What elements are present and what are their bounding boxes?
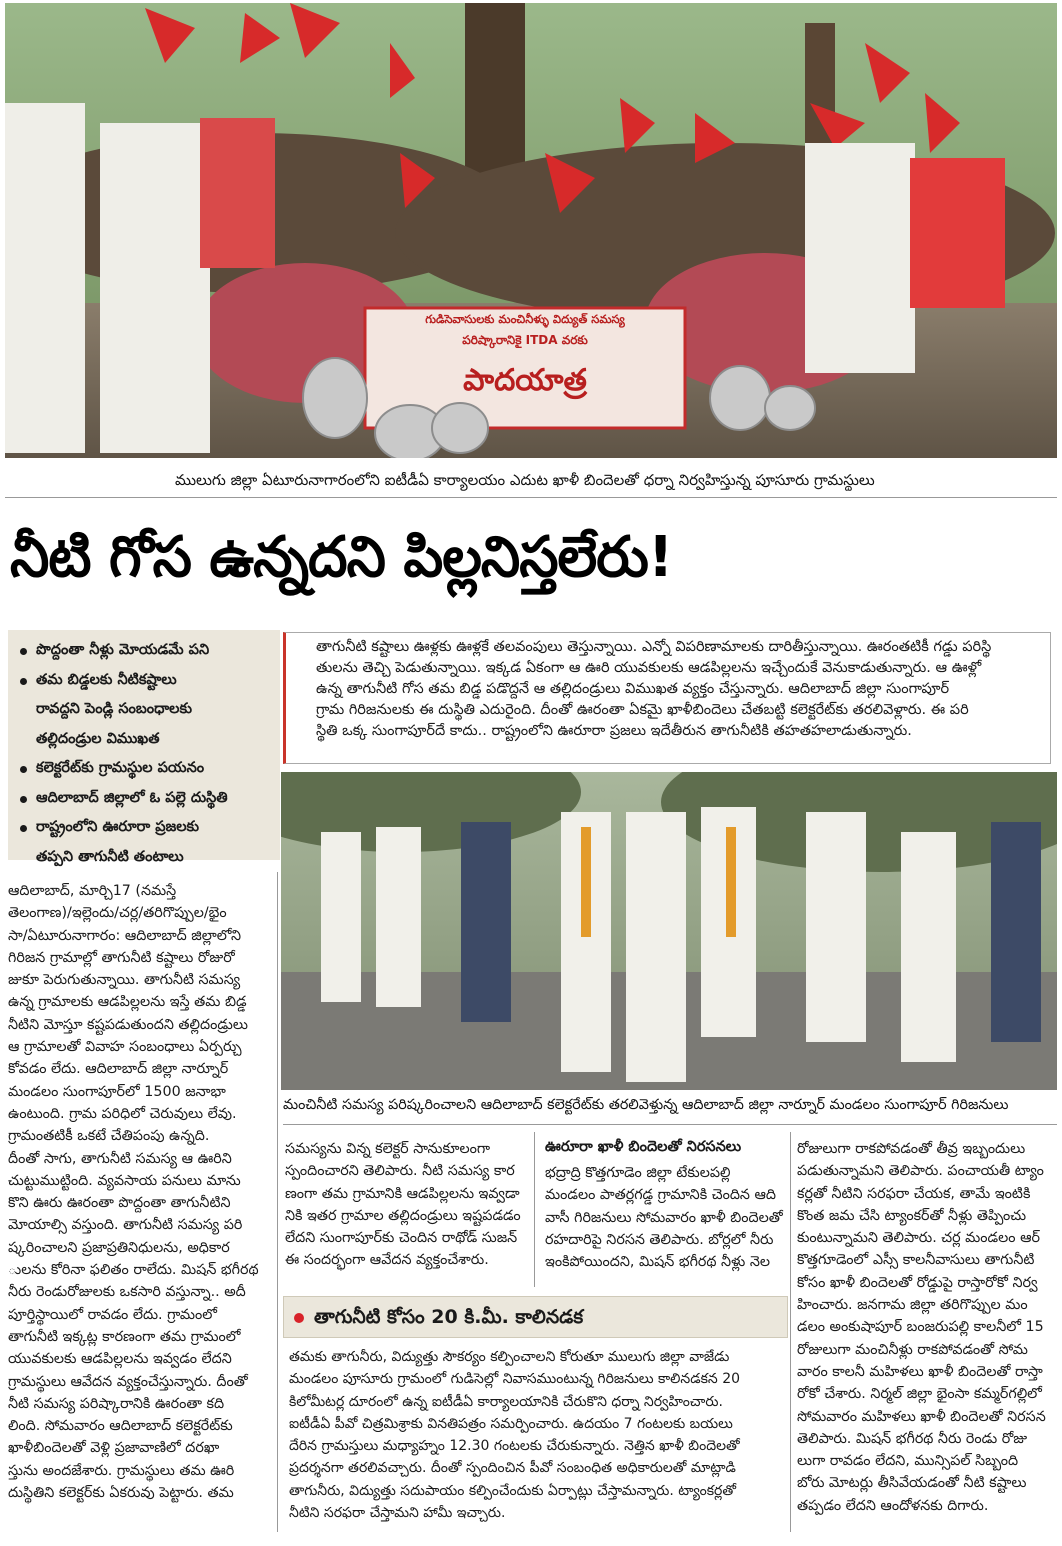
body-center-line: స్పందించారని తెలిపారు. నీటి సమస్య కార xyxy=(285,1163,515,1180)
highlights-box xyxy=(8,630,280,865)
highlight-item: రావద్దని పెండ్లి సంబంధాలకు xyxy=(36,701,193,717)
sidebar-box-line: నీటిని సరఫరా చేస్తామని హామీ ఇచ్చారు. xyxy=(289,1505,506,1522)
highlight-item: కలెక్టరేట్‌కు గ్రామస్థుల పయనం xyxy=(16,754,272,784)
sidebar-box-line: తమకు తాగునీరు, విద్యుత్తు సౌకర్యం కల్పించాలని కోరుతూ ములుగు జిల్లా వాజేడు xyxy=(289,1349,730,1365)
article-column-center xyxy=(285,1138,529,1278)
banner-line-3: పాదయాత్ర xyxy=(463,363,587,398)
body-left-line: కోవడం లేదు. ఆదిలాబాద్ జిల్లా నార్నూర్ xyxy=(8,1061,229,1078)
body-left-line: తెలంగాణ)/ఇల్లెందు/చర్ల/తరిగొప్పుల/భైం xyxy=(8,905,227,922)
body-right-line: తప్పడం లేదని ఆందోళనకు దిగారు. xyxy=(797,1497,989,1514)
body-center-line: ఈ సందర్భంగా ఆవేదన వ్యక్తంచేశారు. xyxy=(285,1252,489,1269)
sidebar-box-line: కిలోమీటర్ల దూరంలో ఉన్న ఐటీడీఏ కార్యాలయానికి చేరుకొని ధర్నా నిర్వహించారు. xyxy=(289,1393,723,1410)
body-right-line: రోజులుగా మంచినీళ్లు రాకపోవడంతో సోమ xyxy=(797,1341,1028,1358)
body-left-line: నీటిని మోస్తూ కష్టపడుతుందని తల్లిదండ్రులు xyxy=(8,1016,248,1033)
sidebar-box-line: తాగునీరు, విద్యుత్తు సదుపాయం కల్పించేందుకు ఏర్పాట్లు చేస్తామన్నారు. ట్యాంకర్లతో xyxy=(289,1482,737,1499)
highlight-item: రాష్ట్రంలోని ఊరూరా ప్రజలకు xyxy=(16,813,272,843)
caption-rule xyxy=(5,497,1057,498)
body-right-line: వారం కాలనీ మహిళలు ఖాళీ బిందెలతో రాస్తా xyxy=(797,1363,1043,1380)
highlight-item: పొద్దంతా నీళ్లు మోయడమే పని xyxy=(16,636,272,666)
body-right-line: కుంటున్నామని తెలిపారు. చర్ల మండలం ఆర్ xyxy=(797,1230,1040,1247)
section-subheading: ఊరూరా ఖాళీ బిందెలతో నిరసనలు xyxy=(545,1139,742,1155)
intro-line: ఉన్న తాగునీటి గోస తమ బిడ్డ పడొద్దనే ఆ తల్లిదండ్రులు విముఖత వ్యక్తం చేస్తున్నారు. ఆదిలాబాద్ జిల్లా సుంగాపూర్ xyxy=(316,681,950,697)
body-center-line: నికి ఇతర గ్రామాల తల్లిదండ్రులు ఇష్టపడడం xyxy=(285,1207,521,1224)
body-left-line: యువకులకు ఆడపిల్లలను ఇవ్వడం లేదని xyxy=(8,1351,232,1368)
march-photo-caption: మంచినీటి సమస్య పరిష్కరించాలని ఆదిలాబాద్ కలెక్టరేట్‌కు తరలివెళ్తున్న ఆదిలాబాద్ జిల్లా నార్నూర్ మండలం సుంగాపూర్ గిరిజనులు xyxy=(283,1097,1009,1113)
body-right-line: కొంత జమ చేసి ట్యాంకర్‌తో నీళ్లు తెప్పించు xyxy=(797,1207,1027,1224)
body-left-line: ష్కరించాలని ప్రజాప్రతినిధులను, అధికార xyxy=(8,1239,230,1256)
top-photo-caption: ములుగు జిల్లా ఏటూరునాగారంలోని ఐటీడీఏ కార్యాలయం ఎదుట ఖాళీ బిందెలతో ధర్నా నిర్వహిస్తున్న పూసూరు గ్రామస్థులు xyxy=(175,471,875,489)
article-column-right xyxy=(797,1138,1057,1533)
highlight-item: తప్పని తాగునీటి తంటాలు xyxy=(36,848,184,865)
body-right-line: డలం అంకుషాపూర్ బంజరుపల్లి కాలనీలో 15 xyxy=(797,1319,1044,1336)
column-divider-3 xyxy=(790,1132,791,1532)
body-left-line: తాగునీటి ఇక్కట్ల కారణంగా తమ గ్రామంలో xyxy=(8,1328,241,1345)
body-right-line: కర్లతో నీటిని సరఫరా చేయక, తామే ఇంటికి xyxy=(797,1185,1031,1202)
protest-photo-top xyxy=(5,3,1057,458)
highlight-item: తమ బిడ్డలకు నీటికష్టాలు xyxy=(16,666,272,696)
highlight-item: ఆదిలాబాద్ జిల్లాలో ఓ పల్లె దుస్థితి xyxy=(16,784,272,814)
body-left-line: ఆదిలాబాద్, మార్చి17 (నమస్తే xyxy=(8,883,177,899)
body-left-line: మండలం సుంగాపూర్‌లో 1500 జనాభా xyxy=(8,1083,226,1100)
sidebar-box-body xyxy=(289,1346,789,1531)
body-left-line: ఖాళీబిందెలతో వెళ్లి ప్రజావాణిలో దరఖా xyxy=(8,1440,220,1457)
intro-paragraph xyxy=(283,632,1051,764)
article-column-right-middle xyxy=(545,1162,785,1282)
article-column-left xyxy=(8,880,272,1530)
sidebar-box-line: ఐటీడీఏ పీవో చిత్రమిశ్రాకు వినతిపత్రం సమర్పించారు. ఉదయం 7 గంటలకు బయలు xyxy=(289,1415,733,1432)
bullet-dot-icon xyxy=(294,1313,304,1323)
sidebar-box-title xyxy=(283,1296,788,1338)
sidebar-box-line: ప్రదర్శనగా తరలివచ్చారు. దీంతో స్పందించిన పీవో సంబంధిత అధికారులతో మాట్లాడి xyxy=(289,1460,736,1477)
body-left-line: మోయాల్సి వస్తుంది. తాగునీటి సమస్య పరి xyxy=(8,1217,243,1234)
body-left-line: జుకూ పెరుగుతున్నాయి. తాగునీటి సమస్య xyxy=(8,972,241,989)
body-right-line: పడుతున్నామని తెలిపారు. పంచాయతీ ట్యాం xyxy=(797,1163,1044,1180)
body-right-line: సోమవారం మహిళలు ఖాళీ బిందెలతో నిరసన xyxy=(797,1408,1046,1425)
march-photo xyxy=(281,772,1057,1090)
banner-line-2: పరిష్కారానికై ITDA వరకు xyxy=(462,333,588,347)
body-left-line: గ్రామస్థులు ఆవేదన వ్యక్తంచేస్తున్నారు. దీంతో xyxy=(8,1373,248,1390)
banner-text xyxy=(370,309,680,411)
body-left-line: ులను కోరినా ఫలితం రాలేదు. మిషన్ భగీరథ xyxy=(8,1262,259,1279)
body-left-line: కొని ఊరు ఊరంతా పొద్దంతా తాగునీటిని xyxy=(8,1195,231,1212)
intro-line: తులను తెచ్చి పెడుతున్నాయి. ఇక్కడ ఏకంగా ఆ ఊరి యువకులకు ఆడపిల్లలను ఇచ్చేందుకే వెనుకాడుతున్నారు. ఆ ఊళ్లో xyxy=(316,660,982,676)
sidebar-box-line: దేరిన గ్రామస్తులు మధ్యాహ్నం 12.30 గంటలకు చేరుకున్నారు. నెత్తిన ఖాళీ బిందెలతో xyxy=(289,1438,740,1455)
body-right-line: రోకో చేశారు. నిర్మల్ జిల్లా భైంసా కమ్మర్‌గల్లిలో xyxy=(797,1386,1042,1403)
body-right-line: తెలిపారు. మిషన్ భగీరథ నీరు రెండు రోజు xyxy=(797,1430,1028,1447)
body-right-middle-line: రహదారిపై నిరసన తెలిపారు. బోర్లలో నీరు xyxy=(545,1231,774,1248)
body-right-middle-line: మండలం పాతర్లగడ్డ గ్రామానికి చెందిన ఆది xyxy=(545,1187,777,1204)
highlight-item: తల్లిదండ్రుల విముఖత xyxy=(36,730,160,747)
body-left-line: స్తును అందజేశారు. గ్రామస్థులు తమ ఊరి xyxy=(8,1462,235,1479)
column-divider-1 xyxy=(277,872,278,1532)
body-right-line: లుగా రావడం లేదని, మున్సిపల్ సిబ్బంది xyxy=(797,1453,1019,1470)
body-center-line: లేదని సుంగాపూర్‌కు చెందిన రాథోడ్ సుజన్ xyxy=(285,1230,518,1247)
intro-line: గ్రామ గిరిజనులకు ఈ దుస్థితి ఎదురైంది. దీంతో ఊరంతా ఏకమై ఖాళీబిందెలు చేతబట్టి కలెక్టరేట్‌కు తరలివెళ్లారు. ఈ పరి xyxy=(316,702,969,718)
headline: నీటి గోస ఉన్నదని పిల్లనిస్తలేరు! xyxy=(10,525,673,590)
body-right-middle-line: ఇంకిపోయిందని, మిషన్ భగీరథ నీళ్లు నెల xyxy=(545,1254,771,1271)
body-left-line: పూర్తిస్థాయిలో రావడం లేదు. గ్రామంలో xyxy=(8,1306,217,1323)
intro-line: తాగునీటి కష్టాలు ఊళ్లకు ఊళ్లకే తలవంపులు తెస్తున్నాయి. ఎన్నో విపరిణామాలకు దారితీస్తున్నాయి. ఊరంతటికీ గడ్డు పరిస్థి xyxy=(316,639,992,655)
body-left-line: సా/ఏటూరునాగారం: ఆదిలాబాద్ జిల్లాలోని xyxy=(8,927,242,944)
body-right-line: రోజులుగా రాకపోవడంతో తీవ్ర ఇబ్బందులు xyxy=(797,1141,1026,1157)
body-left-line: నీరు రెండురోజులకు ఒకసారి వస్తున్నా.. అదీ xyxy=(8,1284,246,1301)
body-left-line: దీంతో సాగు, తాగునీటి సమస్య ఆ ఊరిని xyxy=(8,1150,232,1167)
intro-line: స్థితి ఒక్క సుంగాపూర్‌దే కాదు.. రాష్ట్రంలోని ఊరూరా ప్రజలు ఇదేతీరున తాగునీటికి తహతహలాడుతున్నారు. xyxy=(316,723,912,739)
body-left-line: నీటి సమస్య పరిష్కారానికి ఊరంతా కది xyxy=(8,1395,225,1412)
body-left-line: ఉన్న గ్రామాలకు ఆడపిల్లలను ఇస్తే తమ బిడ్డ xyxy=(8,994,247,1011)
body-right-line: కొత్తగూడెంలో ఎస్సీ కాలనీవాసులు తాగునీటి xyxy=(797,1252,1035,1269)
body-right-line: కోసం ఖాళీ బిందెలతో రోడ్డుపై రాస్తారోకో నిర్వ xyxy=(797,1274,1038,1291)
sidebar-box-title-text: తాగునీటి కోసం 20 కి.మీ. కాలినడక xyxy=(314,1306,584,1328)
body-right-line: హించారు. జనగామ జిల్లా తరిగొప్పుల మం xyxy=(797,1297,1028,1314)
banner-line-1: గుడిసెవాసులకు మంచినీళ్ళు విద్యుత్ సమస్య xyxy=(425,312,625,326)
body-center-line: సమస్యను విన్న కలెక్టర్ సానుకూలంగా xyxy=(285,1141,491,1157)
caption-rule-2 xyxy=(283,1124,1057,1125)
body-right-middle-line: భద్రాద్రి కొత్తగూడెం జిల్లా టేకులపల్లి xyxy=(545,1165,731,1181)
body-left-line: ఆ గ్రామాలతో వివాహ సంబంధాలు ఏర్పర్చు xyxy=(8,1039,242,1056)
column-divider-2 xyxy=(534,1132,535,1287)
sidebar-box-line: మండలం పూసూరు గ్రామంలో గుడిసెల్లో నివాసముంటున్న గిరిజనులు కాలినడకన 20 xyxy=(289,1371,741,1388)
body-left-line: గ్రామంతటికీ ఒకటే చేతిపంపు ఉన్నది. xyxy=(8,1128,210,1145)
body-right-line: బోరు మోటర్లు తీసివేయడంతో నీటి కష్టాలు xyxy=(797,1475,1027,1492)
body-left-line: గిరిజన గ్రామాల్లో తాగునీటి కష్టాలు రోజురో xyxy=(8,949,235,966)
body-left-line: లింది. సోమవారం ఆదిలాబాద్ కలెక్టరేట్‌కు xyxy=(8,1418,233,1435)
body-left-line: ఉంటుంది. గ్రామ పరిధిలో చెరువులు లేవు. xyxy=(8,1105,237,1122)
body-center-line: ణంగా తమ గ్రామానికి ఆడపిల్లలను ఇవ్వడా xyxy=(285,1185,520,1202)
body-right-middle-line: వాసీ గిరిజనులు సోమవారం ఖాళీ బిందెలతో xyxy=(545,1209,783,1226)
body-left-line: చుట్టుముట్టింది. వ్యవసాయ పనులు మాను xyxy=(8,1172,241,1189)
body-left-line: దుస్థితిని కలెక్టర్‌కు ఏకరువు పెట్టారు. తమ xyxy=(8,1485,234,1502)
